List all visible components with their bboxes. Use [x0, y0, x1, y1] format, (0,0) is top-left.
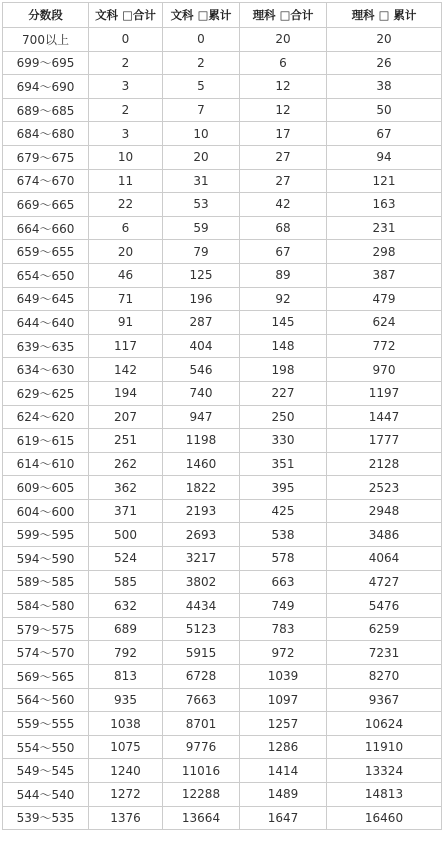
score-range-cell: 579～575 [3, 617, 89, 641]
arts-cumulative-cell: 125 [163, 263, 240, 287]
science-count-cell: 578 [240, 547, 327, 571]
score-range-cell: 629～625 [3, 381, 89, 405]
arts-count-cell: 935 [89, 688, 163, 712]
header-arts-count: 文科 □合计 [89, 3, 163, 28]
header-science-cumulative: 理科 □ 累计 [327, 3, 442, 28]
arts-cumulative-cell: 2693 [163, 523, 240, 547]
science-cumulative-cell: 5476 [327, 594, 442, 618]
score-range-cell: 659～655 [3, 240, 89, 264]
science-count-cell: 227 [240, 381, 327, 405]
arts-cumulative-cell: 8701 [163, 712, 240, 736]
arts-cumulative-cell: 2 [163, 51, 240, 75]
science-count-cell: 1286 [240, 735, 327, 759]
science-cumulative-cell: 479 [327, 287, 442, 311]
table-row [3, 783, 442, 807]
table-body [3, 28, 442, 830]
science-count-cell: 783 [240, 617, 327, 641]
arts-cumulative-cell: 1460 [163, 452, 240, 476]
score-range-cell: 559～555 [3, 712, 89, 736]
table-row [3, 429, 442, 453]
arts-cumulative-cell: 0 [163, 28, 240, 52]
header-row [3, 3, 442, 28]
science-cumulative-cell: 26 [327, 51, 442, 75]
arts-count-cell: 524 [89, 547, 163, 571]
arts-cumulative-cell: 2193 [163, 499, 240, 523]
table-row [3, 75, 442, 99]
table-row [3, 51, 442, 75]
science-cumulative-cell: 38 [327, 75, 442, 99]
score-range-cell: 554～550 [3, 735, 89, 759]
table-row [3, 240, 442, 264]
arts-cumulative-cell: 20 [163, 145, 240, 169]
arts-cumulative-cell: 79 [163, 240, 240, 264]
arts-count-cell: 500 [89, 523, 163, 547]
score-range-cell: 654～650 [3, 263, 89, 287]
arts-count-cell: 10 [89, 145, 163, 169]
score-distribution-table [2, 2, 442, 830]
table-row [3, 547, 442, 571]
science-cumulative-cell: 67 [327, 122, 442, 146]
table-row [3, 476, 442, 500]
table-row [3, 806, 442, 830]
score-range-cell: 584～580 [3, 594, 89, 618]
score-range-cell: 699～695 [3, 51, 89, 75]
table-row [3, 287, 442, 311]
arts-count-cell: 3 [89, 75, 163, 99]
score-range-cell: 619～615 [3, 429, 89, 453]
arts-cumulative-cell: 6728 [163, 665, 240, 689]
arts-count-cell: 585 [89, 570, 163, 594]
science-count-cell: 351 [240, 452, 327, 476]
science-cumulative-cell: 1777 [327, 429, 442, 453]
score-range-cell: 694～690 [3, 75, 89, 99]
table-row [3, 334, 442, 358]
arts-cumulative-cell: 53 [163, 193, 240, 217]
science-count-cell: 145 [240, 311, 327, 335]
arts-cumulative-cell: 4434 [163, 594, 240, 618]
score-range-cell: 639～635 [3, 334, 89, 358]
score-range-cell: 700以上 [3, 28, 89, 52]
arts-count-cell: 689 [89, 617, 163, 641]
science-count-cell: 1647 [240, 806, 327, 830]
arts-count-cell: 11 [89, 169, 163, 193]
arts-cumulative-cell: 10 [163, 122, 240, 146]
arts-count-cell: 0 [89, 28, 163, 52]
science-cumulative-cell: 94 [327, 145, 442, 169]
score-range-cell: 604～600 [3, 499, 89, 523]
science-count-cell: 972 [240, 641, 327, 665]
table-row [3, 169, 442, 193]
table-row [3, 381, 442, 405]
arts-count-cell: 1376 [89, 806, 163, 830]
arts-count-cell: 46 [89, 263, 163, 287]
science-cumulative-cell: 10624 [327, 712, 442, 736]
arts-cumulative-cell: 546 [163, 358, 240, 382]
science-cumulative-cell: 624 [327, 311, 442, 335]
score-range-cell: 624～620 [3, 405, 89, 429]
table-row [3, 193, 442, 217]
table-row [3, 688, 442, 712]
table-row [3, 499, 442, 523]
science-cumulative-cell: 2948 [327, 499, 442, 523]
table-row [3, 759, 442, 783]
score-range-cell: 684～680 [3, 122, 89, 146]
score-range-cell: 609～605 [3, 476, 89, 500]
science-count-cell: 1257 [240, 712, 327, 736]
science-cumulative-cell: 298 [327, 240, 442, 264]
science-count-cell: 42 [240, 193, 327, 217]
score-range-cell: 599～595 [3, 523, 89, 547]
science-count-cell: 148 [240, 334, 327, 358]
score-range-cell: 689～685 [3, 98, 89, 122]
arts-count-cell: 1075 [89, 735, 163, 759]
arts-count-cell: 813 [89, 665, 163, 689]
science-cumulative-cell: 9367 [327, 688, 442, 712]
arts-cumulative-cell: 31 [163, 169, 240, 193]
table-row [3, 28, 442, 52]
table-row [3, 358, 442, 382]
score-range-cell: 539～535 [3, 806, 89, 830]
table-row [3, 311, 442, 335]
arts-cumulative-cell: 13664 [163, 806, 240, 830]
science-count-cell: 1414 [240, 759, 327, 783]
science-count-cell: 198 [240, 358, 327, 382]
header-arts-cumulative: 文科 □累计 [163, 3, 240, 28]
arts-cumulative-cell: 5 [163, 75, 240, 99]
science-count-cell: 749 [240, 594, 327, 618]
arts-count-cell: 371 [89, 499, 163, 523]
score-range-cell: 594～590 [3, 547, 89, 571]
science-cumulative-cell: 7231 [327, 641, 442, 665]
science-cumulative-cell: 6259 [327, 617, 442, 641]
header-science-count: 理科 □合计 [240, 3, 327, 28]
science-cumulative-cell: 772 [327, 334, 442, 358]
science-count-cell: 425 [240, 499, 327, 523]
science-cumulative-cell: 387 [327, 263, 442, 287]
science-count-cell: 12 [240, 98, 327, 122]
science-cumulative-cell: 1447 [327, 405, 442, 429]
arts-count-cell: 632 [89, 594, 163, 618]
science-count-cell: 27 [240, 145, 327, 169]
score-range-cell: 669～665 [3, 193, 89, 217]
arts-count-cell: 142 [89, 358, 163, 382]
arts-cumulative-cell: 59 [163, 216, 240, 240]
science-count-cell: 12 [240, 75, 327, 99]
science-cumulative-cell: 4064 [327, 547, 442, 571]
arts-count-cell: 71 [89, 287, 163, 311]
arts-count-cell: 117 [89, 334, 163, 358]
score-range-cell: 664～660 [3, 216, 89, 240]
science-cumulative-cell: 14813 [327, 783, 442, 807]
arts-count-cell: 6 [89, 216, 163, 240]
arts-count-cell: 2 [89, 51, 163, 75]
arts-count-cell: 362 [89, 476, 163, 500]
science-count-cell: 1097 [240, 688, 327, 712]
science-cumulative-cell: 3486 [327, 523, 442, 547]
science-count-cell: 27 [240, 169, 327, 193]
score-range-cell: 569～565 [3, 665, 89, 689]
science-cumulative-cell: 20 [327, 28, 442, 52]
table-header [3, 3, 442, 28]
arts-cumulative-cell: 404 [163, 334, 240, 358]
arts-count-cell: 194 [89, 381, 163, 405]
science-cumulative-cell: 1197 [327, 381, 442, 405]
arts-count-cell: 1038 [89, 712, 163, 736]
science-cumulative-cell: 16460 [327, 806, 442, 830]
arts-cumulative-cell: 3802 [163, 570, 240, 594]
arts-count-cell: 262 [89, 452, 163, 476]
science-cumulative-cell: 4727 [327, 570, 442, 594]
arts-cumulative-cell: 287 [163, 311, 240, 335]
arts-cumulative-cell: 11016 [163, 759, 240, 783]
science-count-cell: 89 [240, 263, 327, 287]
score-range-cell: 674～670 [3, 169, 89, 193]
arts-count-cell: 91 [89, 311, 163, 335]
arts-cumulative-cell: 3217 [163, 547, 240, 571]
arts-cumulative-cell: 7663 [163, 688, 240, 712]
table-row [3, 405, 442, 429]
score-range-cell: 549～545 [3, 759, 89, 783]
science-count-cell: 17 [240, 122, 327, 146]
score-range-cell: 544～540 [3, 783, 89, 807]
table-row [3, 452, 442, 476]
science-count-cell: 6 [240, 51, 327, 75]
science-cumulative-cell: 13324 [327, 759, 442, 783]
arts-count-cell: 792 [89, 641, 163, 665]
science-count-cell: 250 [240, 405, 327, 429]
arts-cumulative-cell: 1822 [163, 476, 240, 500]
arts-cumulative-cell: 5123 [163, 617, 240, 641]
science-cumulative-cell: 231 [327, 216, 442, 240]
science-cumulative-cell: 163 [327, 193, 442, 217]
table-row [3, 641, 442, 665]
science-count-cell: 395 [240, 476, 327, 500]
table-row [3, 594, 442, 618]
table-row [3, 145, 442, 169]
arts-count-cell: 251 [89, 429, 163, 453]
table-row [3, 617, 442, 641]
arts-cumulative-cell: 1198 [163, 429, 240, 453]
score-range-cell: 634～630 [3, 358, 89, 382]
table-row [3, 122, 442, 146]
arts-cumulative-cell: 9776 [163, 735, 240, 759]
table-row [3, 98, 442, 122]
arts-cumulative-cell: 740 [163, 381, 240, 405]
science-cumulative-cell: 121 [327, 169, 442, 193]
score-range-cell: 649～645 [3, 287, 89, 311]
science-count-cell: 68 [240, 216, 327, 240]
arts-count-cell: 22 [89, 193, 163, 217]
science-count-cell: 1489 [240, 783, 327, 807]
table-row [3, 712, 442, 736]
science-cumulative-cell: 2128 [327, 452, 442, 476]
science-cumulative-cell: 11910 [327, 735, 442, 759]
science-cumulative-cell: 2523 [327, 476, 442, 500]
score-range-cell: 589～585 [3, 570, 89, 594]
table-row [3, 665, 442, 689]
table-row [3, 263, 442, 287]
score-range-cell: 644～640 [3, 311, 89, 335]
science-cumulative-cell: 970 [327, 358, 442, 382]
arts-cumulative-cell: 12288 [163, 783, 240, 807]
arts-count-cell: 1240 [89, 759, 163, 783]
arts-count-cell: 2 [89, 98, 163, 122]
arts-count-cell: 207 [89, 405, 163, 429]
table-row [3, 735, 442, 759]
score-range-cell: 564～560 [3, 688, 89, 712]
science-cumulative-cell: 8270 [327, 665, 442, 689]
arts-count-cell: 20 [89, 240, 163, 264]
header-score-range: 分数段 [3, 3, 89, 28]
science-count-cell: 663 [240, 570, 327, 594]
science-cumulative-cell: 50 [327, 98, 442, 122]
arts-cumulative-cell: 196 [163, 287, 240, 311]
arts-count-cell: 3 [89, 122, 163, 146]
score-range-cell: 574～570 [3, 641, 89, 665]
arts-cumulative-cell: 7 [163, 98, 240, 122]
table-row [3, 216, 442, 240]
table-row [3, 523, 442, 547]
arts-cumulative-cell: 947 [163, 405, 240, 429]
science-count-cell: 330 [240, 429, 327, 453]
arts-cumulative-cell: 5915 [163, 641, 240, 665]
science-count-cell: 1039 [240, 665, 327, 689]
science-count-cell: 92 [240, 287, 327, 311]
science-count-cell: 67 [240, 240, 327, 264]
science-count-cell: 20 [240, 28, 327, 52]
science-count-cell: 538 [240, 523, 327, 547]
table-row [3, 570, 442, 594]
score-range-cell: 614～610 [3, 452, 89, 476]
score-range-cell: 679～675 [3, 145, 89, 169]
arts-count-cell: 1272 [89, 783, 163, 807]
